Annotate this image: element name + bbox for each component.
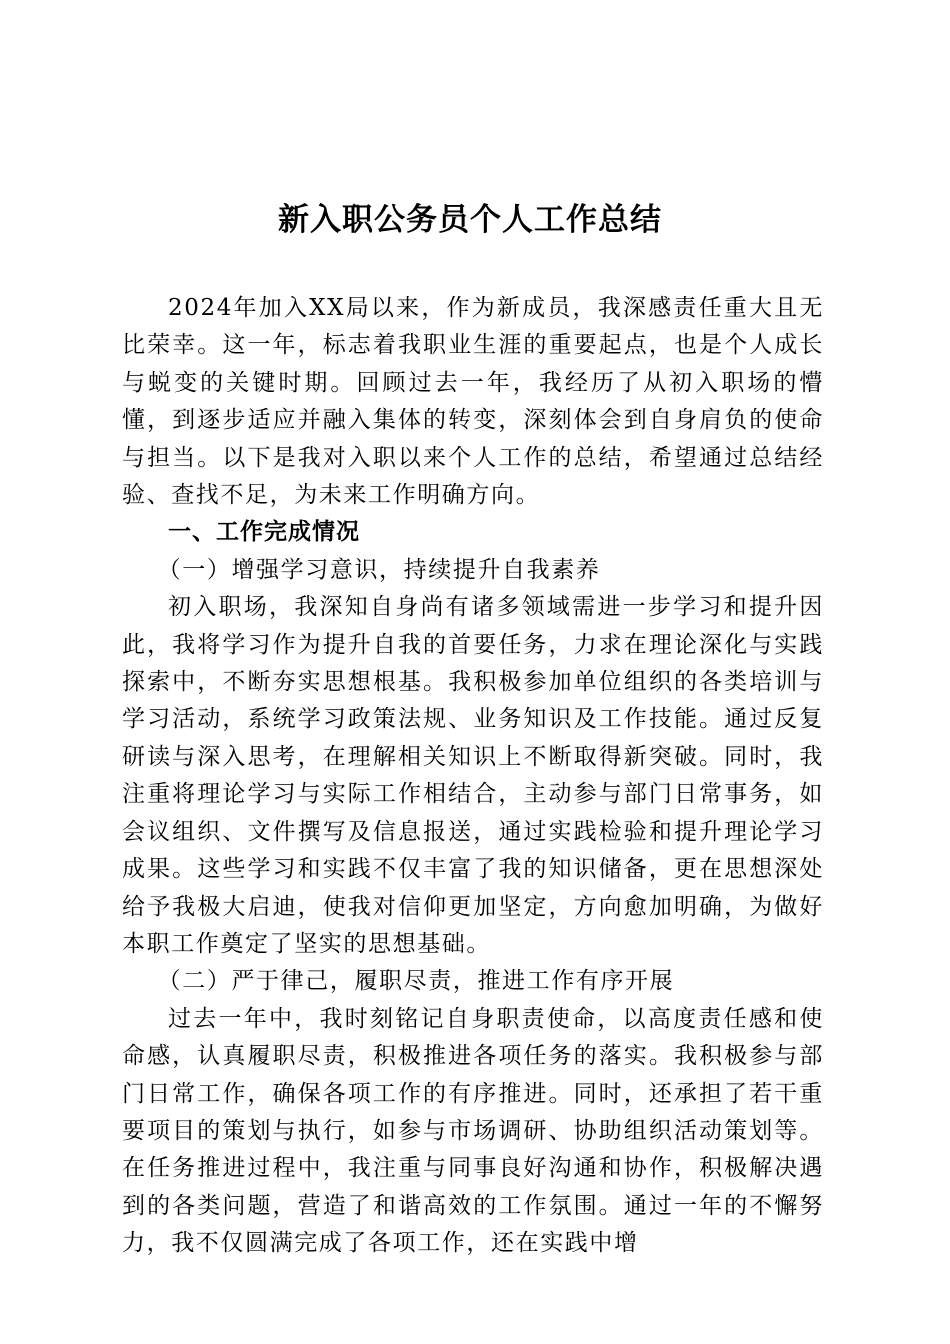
document-body bbox=[122, 290, 824, 1263]
subsection-heading-learning: （一）增强学习意识，持续提升自我素养 bbox=[157, 556, 601, 583]
section-heading-work-completion: 一、工作完成情况 bbox=[168, 519, 360, 546]
intro-paragraph: 2024年加入XX局以来，作为新成员，我深感责任重大且无比荣幸。这一年，标志着我职业生涯的重要起点，也是个人成长与蜕变的关键时期。回顾过去一年，我经历了从初入职场的懵懂，到逐步适应并融入集体的转变，深刻体会到自身肩负的使命与担当。以下是我对入职以来个人工作的总结，希望通过总结经验、查找不足，为未来工作明确方向。 bbox=[122, 295, 824, 509]
document-title: 新入职公务员个人工作总结 bbox=[278, 202, 662, 238]
duty-paragraph: 过去一年中，我时刻铭记自身职责使命，以高度责任感和使命感，认真履职尽责，积极推进各项任务的落实。我积极参与部门日常工作，确保各项工作的有序推进。同时，还承担了若干重要项目的策划与执行，如参与市场调研、协助组织活动策划等。在任务推进过程中，我注重与同事良好沟通和协作，积极解决遇到的各类问题，营造了和谐高效的工作氛围。通过一年的不懈努力，我不仅圆满完成了各项工作，还在实践中增 bbox=[122, 1005, 824, 1257]
subsection-heading-duty: （二）严于律己，履职尽责，推进工作有序开展 bbox=[157, 968, 675, 995]
learning-paragraph: 初入职场，我深知自身尚有诸多领域需进一步学习和提升因此，我将学习作为提升自我的首要任务，力求在理论深化与实践探索中，不断夯实思想根基。我积极参加单位组织的各类培训与学习活动，系统学习政策法规、业务知识及工作技能。通过反复研读与深入思考，在理解相关知识上不断取得新突破。同时，我注重将理论学习与实际工作相结合，主动参与部门日常事务，如会议组织、文件撰写及信息报送，通过实践检验和提升理论学习成果。这些学习和实践不仅丰富了我的知识储备，更在思想深处给予我极大启迪，使我对信仰更加坚定，方向愈加明确，为做好本职工作奠定了坚实的思想基础。 bbox=[122, 594, 824, 957]
